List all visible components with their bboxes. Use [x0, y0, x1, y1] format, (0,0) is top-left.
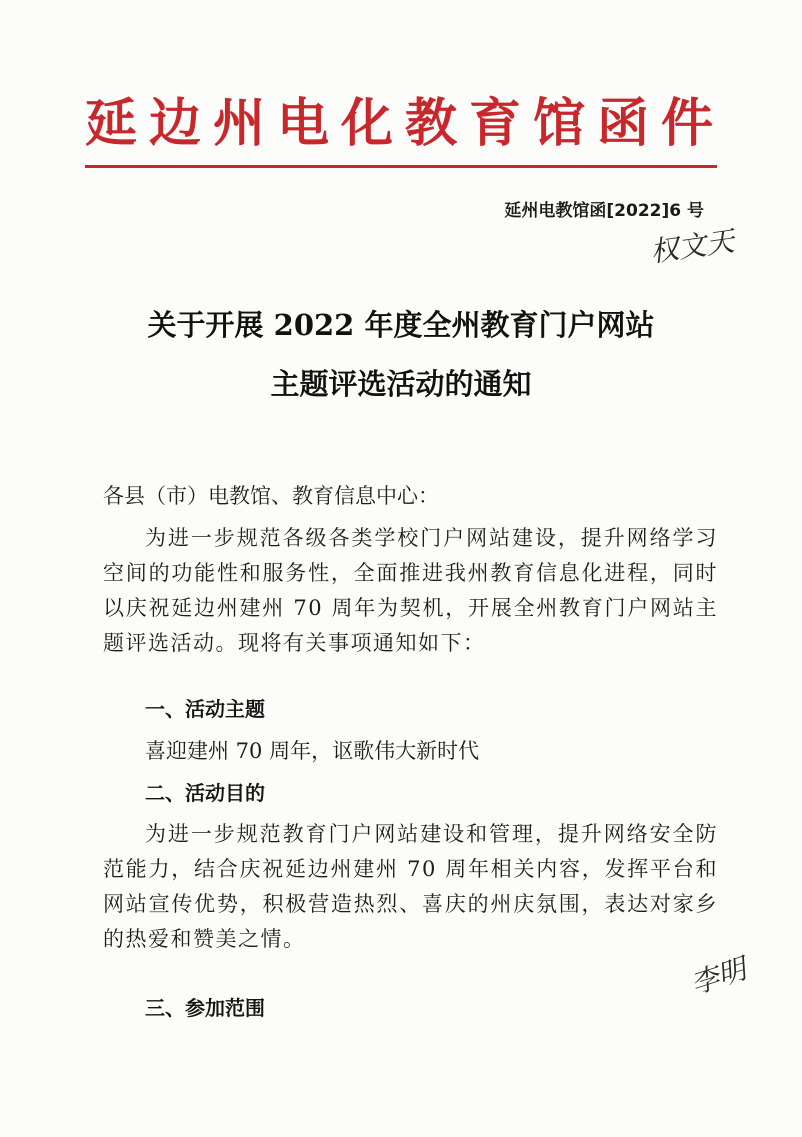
handwritten-signature-bottom: 李明 — [686, 952, 751, 1001]
section1-heading: 一、活动主题 — [145, 697, 265, 721]
handwritten-signature-top: 权文天 — [648, 224, 737, 269]
notice-title-line2: 主题评选活动的通知 — [270, 367, 532, 401]
salutation: 各县（市）电教馆、教育信息中心： — [103, 484, 439, 508]
intro-paragraph: 为进一步规范各级各类学校门户网站建设，提升网络学习空间的功能性和服务性，全面推进我州教育信息化进程，同时以庆祝延边州建州 70 周年为契机，开展全州教育门户网站主题评选活动。现将有关事项通知如下： — [103, 526, 718, 655]
section1-theme-text: 喜迎建州 70 周年，讴歌伟大新时代 — [145, 739, 480, 763]
notice-title-line1: 关于开展 2022 年度全州教育门户网站 — [147, 308, 655, 342]
document-number: 延州电教馆函[2022]6 号 — [504, 201, 704, 221]
section2-paragraph: 为进一步规范教育门户网站建设和管理，提升网络安全防范能力，结合庆祝延边州建州 70 周年相关内容，发挥平台和网站宣传优势，积极营造热烈、喜庆的州庆氛围，表达对家乡的热爱和赞美之情。 — [103, 822, 718, 951]
letterhead-title: 延边州电化教育馆函件 — [84, 94, 725, 154]
section3-heading: 三、参加范围 — [145, 996, 265, 1020]
letterhead-red-rule — [85, 165, 717, 168]
section2-heading: 二、活动目的 — [145, 781, 265, 805]
